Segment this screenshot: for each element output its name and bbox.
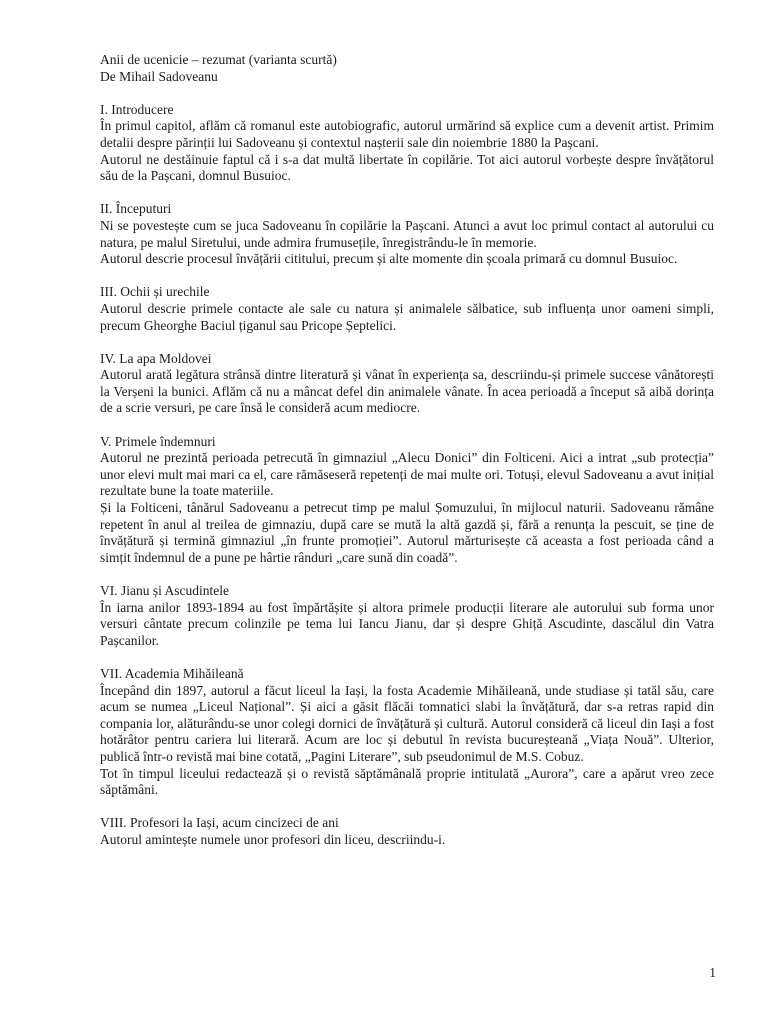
section-primele-indemnuri xyxy=(100,434,714,567)
section-academia-mihaileana xyxy=(100,666,714,799)
paragraph: Autorul ne destăinuie faptul că i s-a dat multă libertate în copilărie. Tot aici autorul vorbește despre învățătorul său de la Pașcani, domnul Busuioc. xyxy=(100,151,714,184)
title-block xyxy=(100,52,714,85)
section-introducere xyxy=(100,102,714,185)
section-heading: VII. Academia Mihăileană xyxy=(100,665,244,681)
paragraph: Tot în timpul liceului redactează și o revistă săptămânală proprie intitulată „Aurora”, care a apărut vreo zece săptămâni. xyxy=(100,765,714,798)
document-page xyxy=(100,52,714,865)
paragraph: Și la Folticeni, tânărul Sadoveanu a petrecut timp pe malul Șomuzului, în mijlocul naturii. Sadoveanu rămâne repetent în anul al treilea de gimnaziu, după care se mută la altă gazdă și, fără a renunța la pescuit, se ține de învățătură și termină gimnaziul „în frunte promoției”. Autorul mărturisește că aceasta a fost perioada când a simțit îndemnul de a pune pe hârtie rânduri „care sună din coadă”. xyxy=(100,500,714,565)
section-heading: IV. La apa Moldovei xyxy=(100,350,212,366)
section-la-apa-moldovei xyxy=(100,351,714,417)
section-heading: III. Ochii și urechile xyxy=(100,284,210,300)
paragraph: Începând din 1897, autorul a făcut liceul la Iași, la fosta Academie Mihăileană, unde studiase și tatăl său, care acum se numea „Liceul Național”. Și aici a găsit flăcăi tomnatici slabi la învățătură, dar s-a retras rapid din compania lor, alăturându-se unor colegi dornici de învățătură și cultură. Autorul consideră că liceul din Iași a fost hotărâtor pentru cariera lui literară. Acum are loc și debutul în revista bucureșteană „Viața Nouă”. Ulterior, publică într-o revistă mai bine cotată, „Pagini Literare”, sub pseudonimul de M.S. Cobuz. xyxy=(100,682,714,764)
document-title: Anii de ucenicie – rezumat (varianta scurtă) xyxy=(100,52,337,67)
document-author: De Mihail Sadoveanu xyxy=(100,68,218,84)
section-heading: I. Introducere xyxy=(100,101,174,117)
section-heading: V. Primele îndemnuri xyxy=(100,433,216,449)
paragraph: Ni se povestește cum se juca Sadoveanu în copilărie la Pașcani. Atunci a avut loc primul contact al autorului cu natura, pe malul Siretului, unde admira frumusețile, înregistrându-le în memorie. xyxy=(100,217,714,250)
page-number: 1 xyxy=(709,965,716,980)
section-jianu-si-ascudintele xyxy=(100,583,714,649)
section-heading: VI. Jianu și Ascudintele xyxy=(100,583,229,598)
paragraph: Autorul descrie procesul învățării cititului, precum și alte momente din școala primară cu domnul Busuioc. xyxy=(100,251,678,267)
section-ochii-si-urechile xyxy=(100,284,714,334)
section-inceputuri xyxy=(100,201,714,267)
section-heading: VIII. Profesori la Iași, acum cincizeci de ani xyxy=(100,815,339,831)
paragraph: În primul capitol, aflăm că romanul este autobiografic, autorul urmărind să explice cum a devenit artist. Primim detalii despre părinții lui Sadoveanu și contextul nașterii sale din noiembrie 1880 la Pașcani. xyxy=(100,118,714,150)
section-heading: II. Începuturi xyxy=(100,201,172,217)
paragraph: Autorul amintește numele unor profesori din liceu, descriindu-i. xyxy=(100,831,446,847)
section-profesori-la-iasi xyxy=(100,815,714,848)
paragraph: Autorul arată legătura strânsă dintre literatură și vânat în experiența sa, descriindu-și primele succese vânătorești la Verșeni la bunici. Aflăm că nu a mâncat defel din animalele vânate. În acea perioadă a început să aibă dorința de a scrie versuri, pe care însă le consideră acum mediocre. xyxy=(100,367,714,416)
paragraph: Autorul descrie primele contacte ale sale cu natura și animalele sălbatice, sub influența unor oameni simpli, precum Gheorghe Baciul țiganul sau Pricope Șeptelici. xyxy=(100,300,714,333)
paragraph: În iarna anilor 1893-1894 au fost împărtășite și altora primele producții literare ale autorului sub forma unor versuri cântate precum colinzile pe tema lui Iancu Jianu, dar și despre Ghiță Ascudinte, dascălul din Vatra Pașcanilor. xyxy=(100,599,714,648)
paragraph: Autorul ne prezintă perioada petrecută în gimnaziul „Alecu Donici” din Folticeni. Aici a intrat „sub protecția” unor elevi mult mai mari ca el, care rămăseseră repetenți de mai multe ori. Totuși, elevul Sadoveanu a avut inițial rezultate bune la toate materiile. xyxy=(100,450,714,499)
